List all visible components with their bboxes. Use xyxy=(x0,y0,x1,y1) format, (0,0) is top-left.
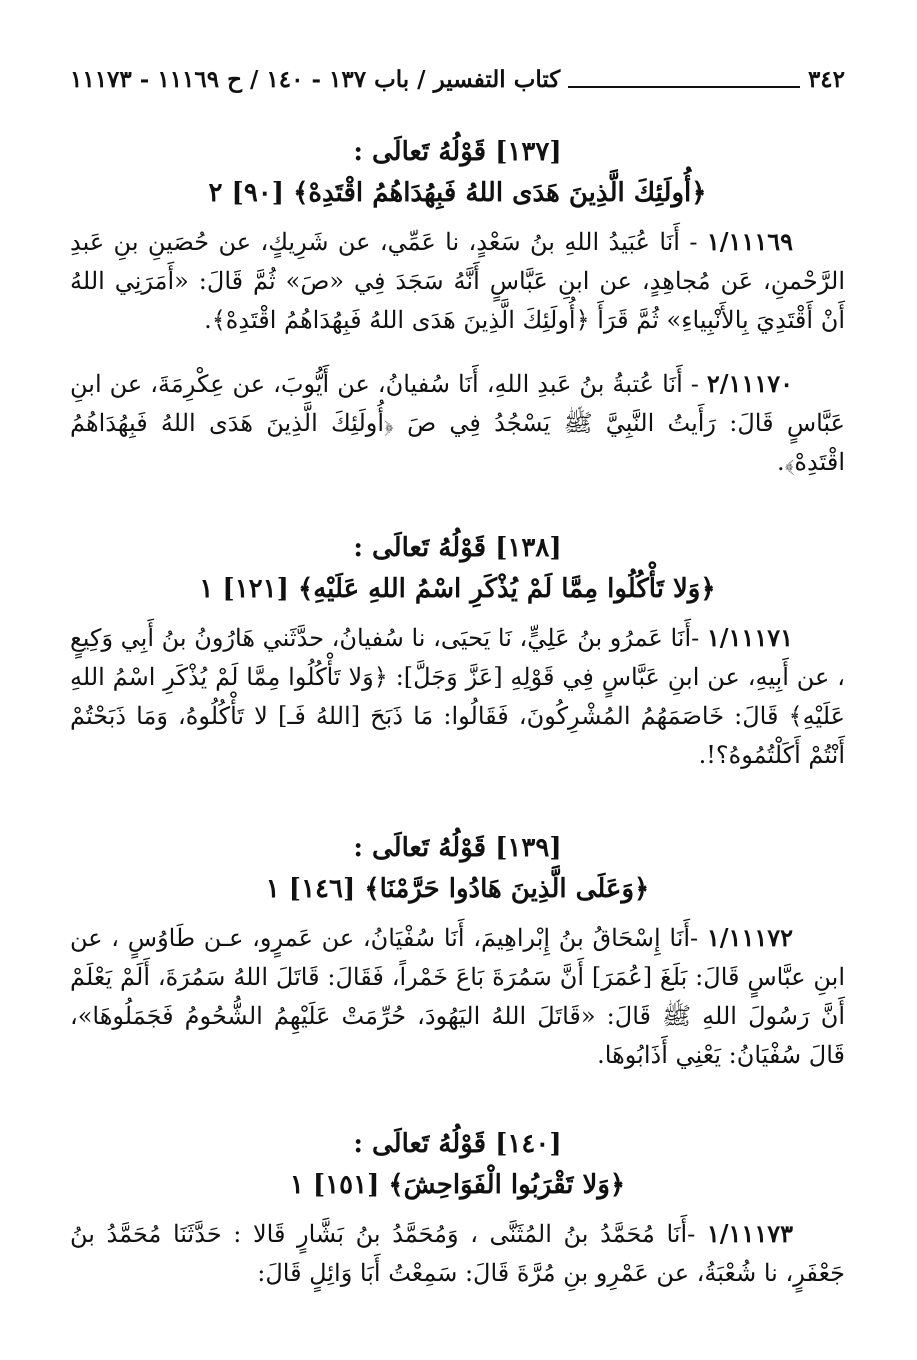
section-verse: ﴿وَلا تَأْكُلُوا مِمَّا لَمْ يُذْكَرِ اسْمُ اللهِ عَلَيْهِ﴾ [١٢١] ١ xyxy=(199,574,716,604)
section-heading: [١٣٧] قَوْلُهُ تَعالَى : xyxy=(353,137,562,167)
hadith-number: ١/١١١٦٩ xyxy=(706,227,793,256)
hadith-paragraph xyxy=(70,618,845,775)
hadith-paragraph xyxy=(70,222,845,340)
running-title: كتاب التفسير / باب ١٣٧ - ١٤٠ / ح ١١١٦٩ - ١١١٧٣ xyxy=(70,66,561,93)
hadith-number: ١/١١١٧٣ xyxy=(706,1219,793,1248)
hadith-text: - أَنَا عُتبةُ بنُ عَبدِ اللهِ، أَنَا سُفيانُ، عن أَيُّوبَ، عن عِكْرِمَةَ، عن ابنِ عَبَّاسٍ قَالَ: رَأَيتُ النَّبِيَّ ﷺ يَسْجُدُ فِي صَ ﴿أُولَئِكَ الَّذِينَ هَدَى اللهُ فَبِهُدَاهُمُ اقْتَدِهْ﴾. xyxy=(70,370,845,476)
section-heading: [١٤٠] قَوْلُهُ تَعالَى : xyxy=(353,1129,562,1159)
section-verse: ﴿أُولَئِكَ الَّذِينَ هَدَى اللهُ فَبِهُدَاهُمُ اقْتَدِهْ﴾ [٩٠] ٢ xyxy=(208,178,707,208)
hadith-number: ١/١١١٧١ xyxy=(706,623,793,652)
hadith-paragraph xyxy=(70,918,845,1075)
hadith-paragraph xyxy=(70,1214,845,1293)
hadith-paragraph xyxy=(70,364,845,482)
hadith-text: -أَنَا عَمرُو بنُ عَلِيٍّ، نَا يَحيَى، نا سُفيانُ، حدَّثَني هَارُونُ بنُ أَبِي وَكِيعٍ ، عن أَبِيهِ، عن ابنِ عَبَّاسٍ فِي قَوْلِهِ [عَزَّ وَجَلَّ]: ﴿وَلا تَأْكُلُوا مِمَّا لَمْ يُذْكَرِ اسْمُ اللهِ عَلَيْهِ﴾ قَالَ: خَاصَمَهُمُ المُشْرِكُونَ، فَقَالُوا: مَا ذَبَحَ [اللهُ فَـ] لا تَأْكُلُوهُ، وَمَا ذَبَحْتُمْ أَنْتُمْ أَكَلْتُمُوهُ؟!. xyxy=(70,624,845,769)
section-137 xyxy=(70,132,845,506)
section-138 xyxy=(70,528,845,799)
hadith-text: -أَنَا إِسْحَاقُ بنُ إِبْراهِيمَ، أَنَا سُفْيَانُ، عن عَمرٍو، عـن طَاوُسٍ ، عن ابنِ عبَّاسٍ قَالَ: بَلَغَ [عُمَرَ] أَنَّ سَمُرَةَ بَاعَ خَمْراً، فَقَالَ: قَاتَلَ اللهُ سَمُرَةَ، أَلَمْ يَعْلَمْ أَنَّ رَسُولَ اللهِ ﷺ قَالَ: «قَاتَلَ اللهُ اليَهُودَ، حُرِّمَتْ عَلَيْهِمُ الشُّحُومُ فَجَمَلُوهَا»، قَالَ سُفْيَانُ: يَعْنِي أَذَابُوهَا. xyxy=(70,924,845,1069)
section-139 xyxy=(70,828,845,1099)
hadith-text: -أَنَا مُحَمَّدُ بنُ المُثَنَّى ، وَمُحَمَّدُ بنُ بَشَّارٍ قَالا : حَدَّثَنَا مُحَمَّدُ بنُ جَعْفَرٍ، نا شُعْبَةُ، عن عَمْرِو بنِ مُرَّةَ قَالَ: سَمِعْتُ أَبَا وَائِلٍ قَالَ: xyxy=(70,1220,845,1287)
section-verse: ﴿وَعَلَى الَّذِينَ هَادُوا حَرَّمْنَا﴾ [١٤٦] ١ xyxy=(265,874,650,904)
header-rule xyxy=(568,72,800,88)
section-verse: ﴿وَلا تَقْرَبُوا الْفَوَاحِشَ﴾ [١٥١] ١ xyxy=(289,1170,626,1200)
hadith-number: ١/١١١٧٢ xyxy=(706,923,793,952)
hadith-number: ٢/١١١٧٠ xyxy=(706,369,793,398)
section-140 xyxy=(70,1124,845,1317)
hadith-text: - أَنَا عُبَيدُ اللهِ بنُ سَعْدٍ، نا عَمِّي، عن شَرِيكٍ، عن حُصَينِ بنِ عَبدِ الرَّحْمنِ، عَن مُجاهِدٍ، عن ابنِ عَبَّاسٍ أَنَّهُ سَجَدَ فِي «صَ» ثُمَّ قَالَ: «أَمَرَنِي اللهُ أَنْ أَقْتَدِيَ بِالأَنْبِياءِ» ثُمَّ قَرَأَ ﴿أُولَئِكَ الَّذِينَ هَدَى اللهُ فَبِهُدَاهُمُ اقْتَدِهْ﴾. xyxy=(70,228,845,334)
section-heading: [١٣٩] قَوْلُهُ تَعالَى : xyxy=(353,833,562,863)
running-header xyxy=(70,66,845,93)
section-heading: [١٣٨] قَوْلُهُ تَعالَى : xyxy=(353,533,562,563)
page-number: ٣٤٢ xyxy=(807,66,845,93)
